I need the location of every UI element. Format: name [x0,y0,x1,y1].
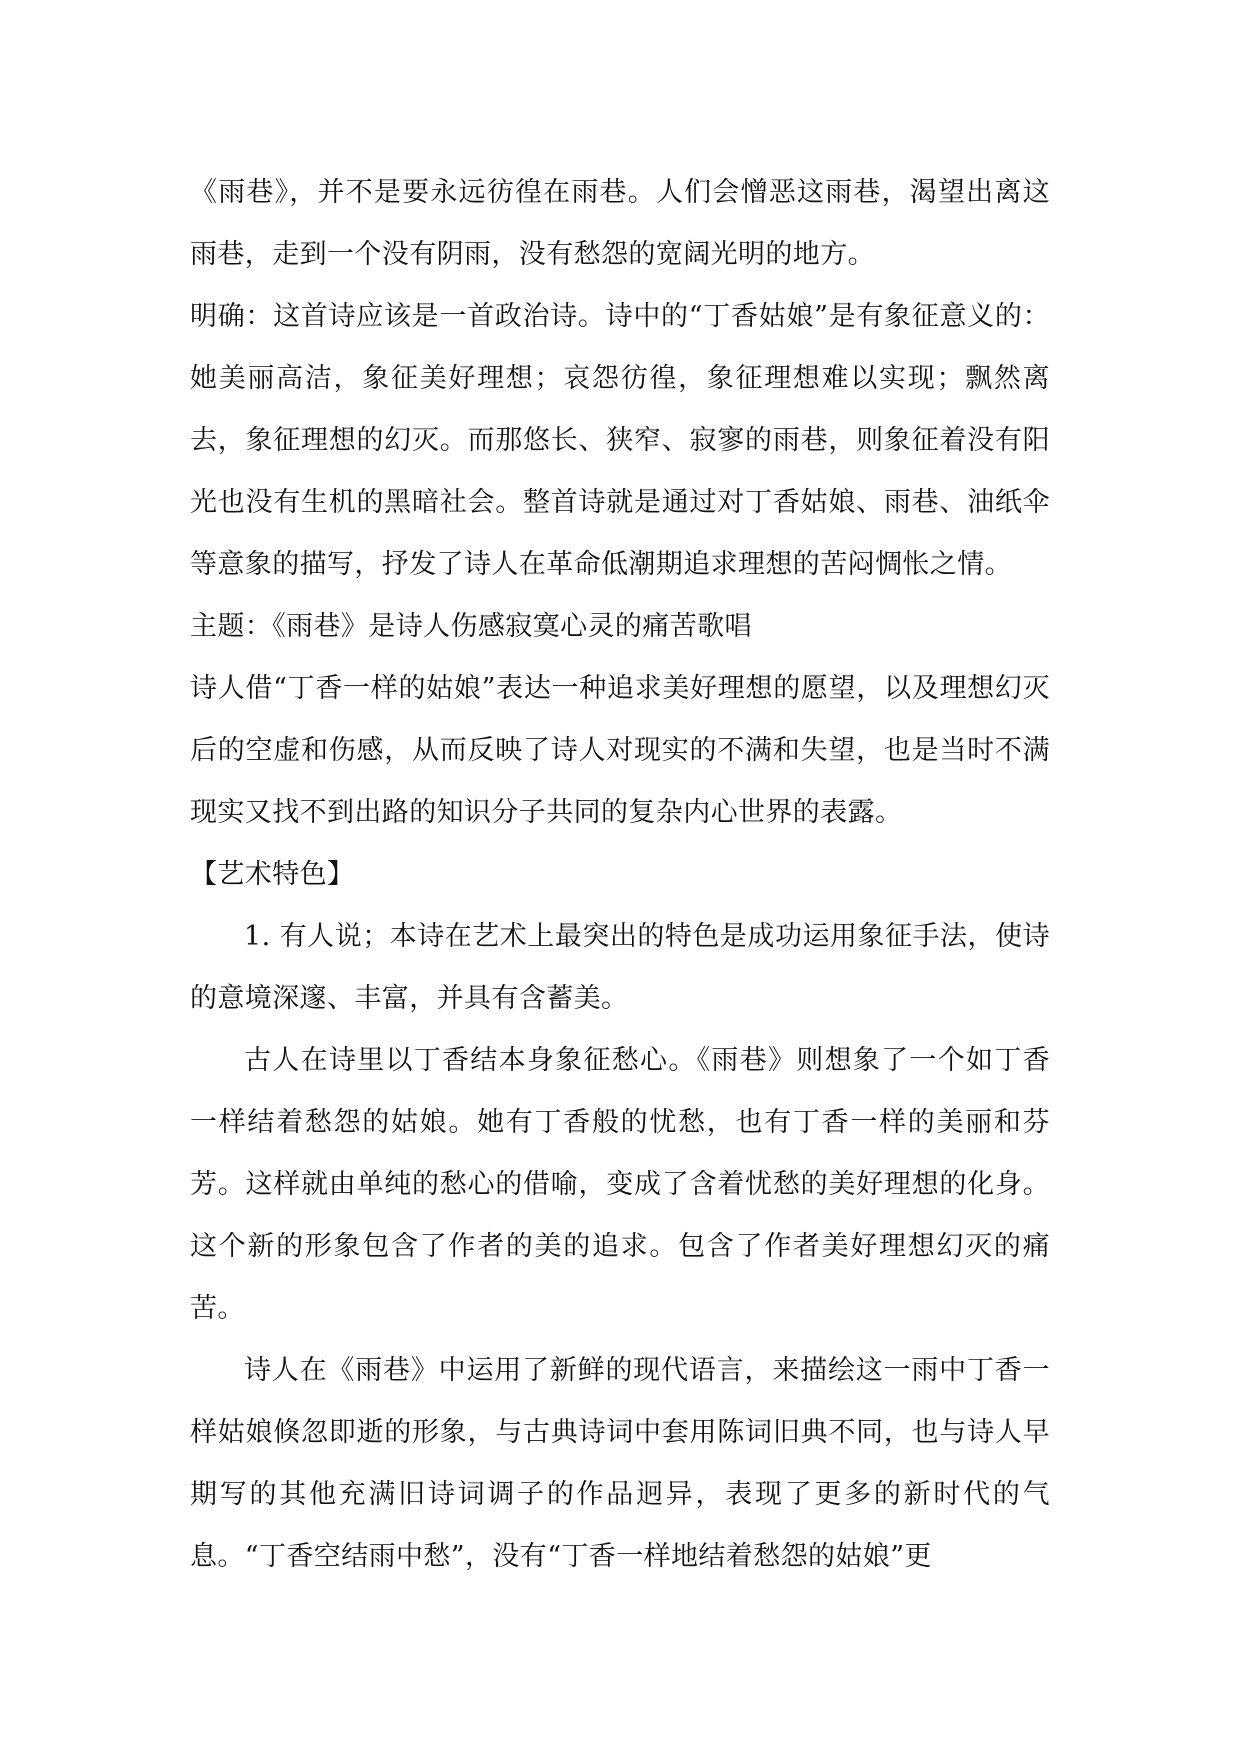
paragraph-theme: 主题：《雨巷》是诗人伤感寂寞心灵的痛苦歌唱 [190,611,752,642]
paragraph-feature-1: 1. 有人说；本诗在艺术上最突出的特色是成功运用象征手法，使诗的意境深邃、丰富，并具有含蓄美。 [190,921,1050,1014]
paragraph-intro-continuation: 《雨巷》，并不是要永远彷徨在雨巷。人们会憎恶这雨巷，渴望出离这雨巷，走到一个没有阴雨，没有愁怨的宽阔光明的地方。 [190,177,1050,270]
paragraph-lilac-symbol: 古人在诗里以丁香结本身象征愁心。《雨巷》则想象了一个如丁香一样结着愁怨的姑娘。她有丁香般的忧愁，也有丁香一样的美丽和芬芳。这样就由单纯的愁心的借喻，变成了含着忧愁的美好理想的化身。这个新的形象包含了作者的美的追求。包含了作者美好理想幻灭的痛苦。 [190,1045,1050,1324]
paragraph-modern-language: 诗人在《雨巷》中运用了新鲜的现代语言，来描绘这一雨中丁香一样姑娘倏忽即逝的形象，与古典诗词中套用陈词旧典不同，也与诗人早期写的其他充满旧诗词调子的作品迥异，表现了更多的新时代的气息。“丁香空结雨中愁”，没有“丁香一样地结着愁怨的姑娘”更 [190,1355,1050,1572]
paragraph-clarification: 明确：这首诗应该是一首政治诗。诗中的“丁香姑娘”是有象征意义的：她美丽高洁，象征美好理想；哀怨彷徨，象征理想难以实现；飘然离去，象征理想的幻灭。而那悠长、狭窄、寂寥的雨巷，则象征着没有阳光也没有生机的黑暗社会。整首诗就是通过对丁香姑娘、雨巷、油纸伞等意象的描写，抒发了诗人在革命低潮期追求理想的苦闷惆怅之情。 [190,301,1050,580]
document-body [190,162,1050,1588]
paragraph-theme-explanation: 诗人借“丁香一样的姑娘”表达一种追求美好理想的愿望，以及理想幻灭后的空虚和伤感，从而反映了诗人对现实的不满和失望，也是当时不满现实又找不到出路的知识分子共同的复杂内心世界的表露。 [190,673,1050,828]
section-heading-artistic-features: 【艺术特色】 [190,859,355,890]
